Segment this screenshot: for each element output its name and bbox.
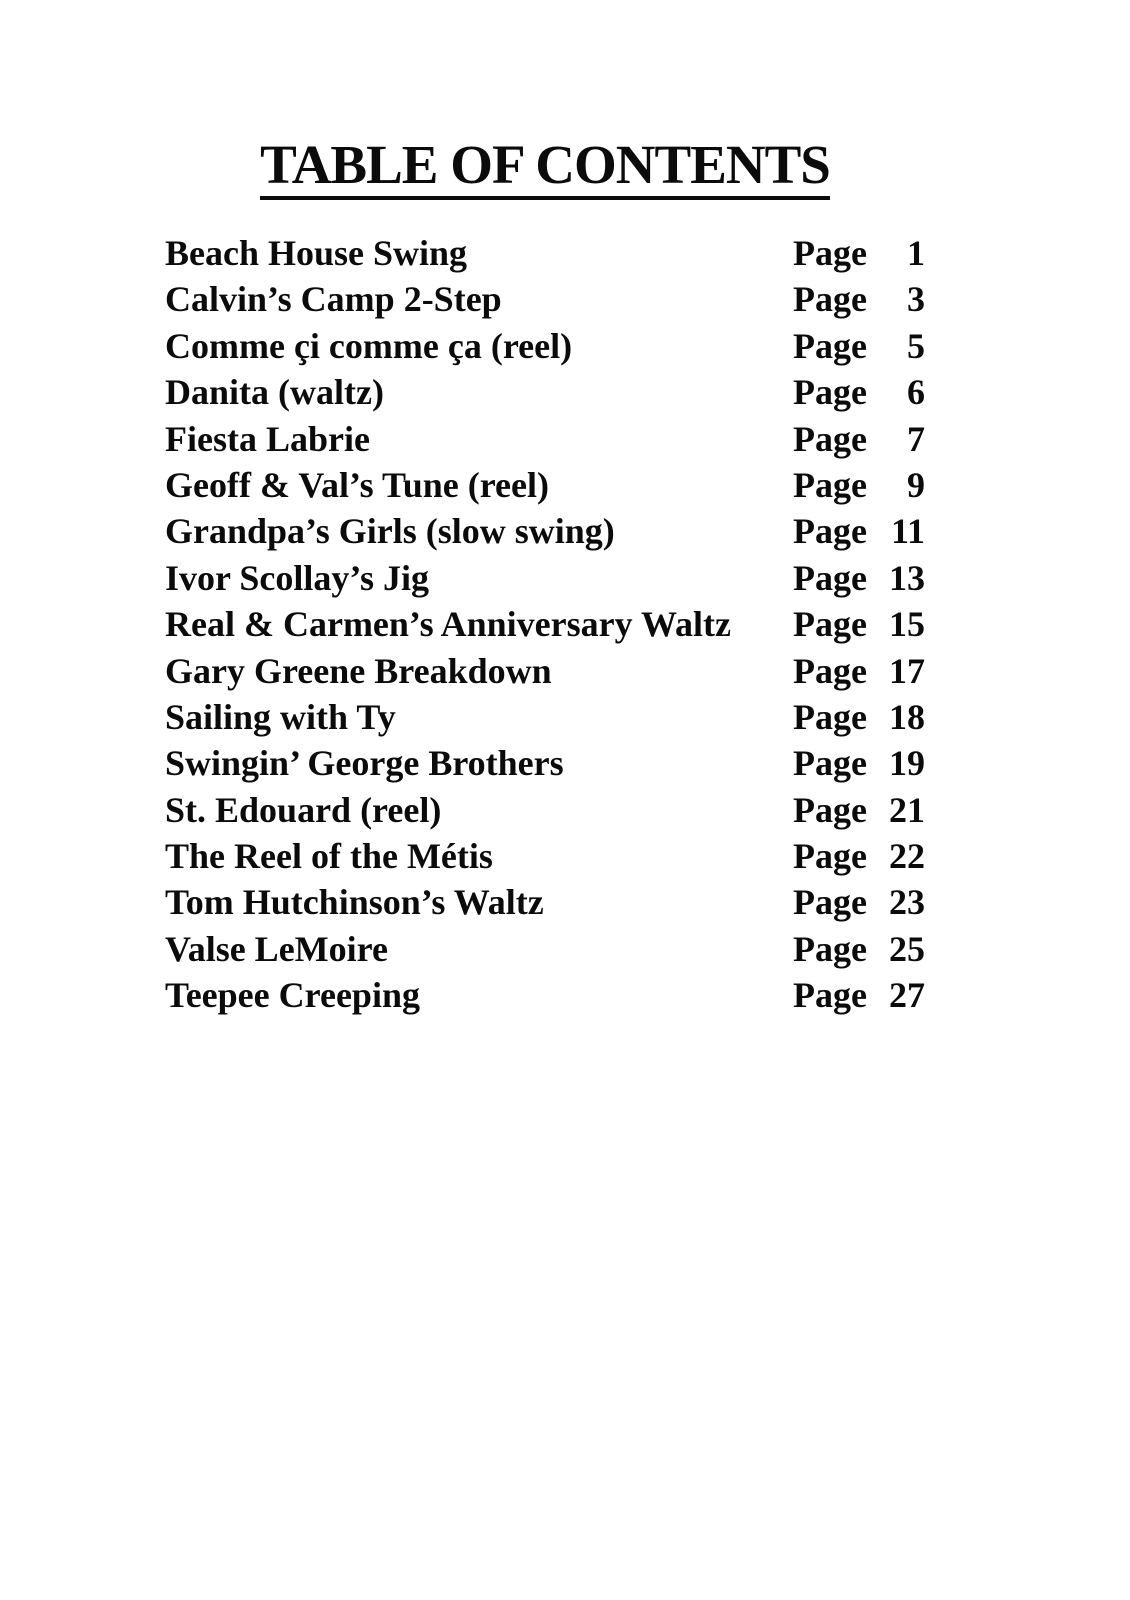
toc-entry-title: The Reel of the Métis (165, 836, 493, 877)
toc-entry-title: Geoff & Val’s Tune (reel) (165, 464, 549, 505)
toc-entry-page-label: Page (793, 789, 867, 830)
toc-entry-row (165, 462, 925, 508)
toc-entry-row (165, 787, 925, 833)
toc-entry-title: Danita (waltz) (165, 372, 384, 413)
toc-entry-page-number: 9 (907, 464, 925, 505)
toc-entry-title: Comme çi comme ça (reel) (165, 325, 573, 366)
toc-entry-page-number: 27 (889, 975, 925, 1016)
toc-entry-row (165, 276, 925, 322)
toc-entry-row (165, 833, 925, 879)
toc-entry-page-number: 3 (907, 279, 925, 320)
toc-entry-page-number: 11 (890, 511, 925, 552)
toc-list (165, 230, 925, 1019)
toc-entry-page-number: 23 (889, 882, 925, 923)
toc-entry-page-label: Page (793, 279, 867, 320)
toc-entry-page-number: 6 (907, 372, 925, 413)
toc-entry-row (165, 323, 925, 369)
toc-entry-title: Ivor Scollay’s Jig (165, 557, 430, 598)
toc-entry-page-label: Page (793, 511, 867, 552)
toc-entry-row (165, 972, 925, 1018)
toc-entry-row (165, 230, 925, 276)
toc-entry-page-label: Page (793, 696, 867, 737)
toc-entry-title: Calvin’s Camp 2-Step (165, 279, 502, 320)
toc-entry-page-label: Page (793, 604, 867, 645)
toc-entry-page-label: Page (793, 557, 867, 598)
toc-entry-row (165, 926, 925, 972)
toc-entry-page-label: Page (793, 233, 867, 273)
toc-entry-page-label: Page (793, 882, 867, 923)
toc-content (165, 0, 925, 1019)
toc-entry-page-number: 5 (907, 325, 925, 366)
toc-entry-title: Swingin’ George Brothers (165, 743, 564, 784)
toc-entry-page-number: 21 (889, 789, 925, 830)
toc-entry-title: Sailing with Ty (165, 696, 396, 737)
toc-entry-title: Tom Hutchinson’s Waltz (165, 882, 544, 923)
toc-entry-page-label: Page (793, 464, 867, 505)
toc-entry-row (165, 740, 925, 786)
toc-entry-title: Teepee Creeping (165, 975, 420, 1016)
toc-entry-page-label: Page (793, 325, 867, 366)
toc-entry-page-number: 13 (889, 557, 925, 598)
toc-entry-page-number: 18 (889, 696, 925, 737)
toc-entry-title: Valse LeMoire (165, 928, 388, 969)
toc-entry-page-number: 1 (907, 233, 925, 273)
page-title (165, 134, 925, 200)
toc-entry-row (165, 508, 925, 554)
toc-entry-title: Grandpa’s Girls (slow swing) (165, 511, 615, 552)
toc-entry-title: Real & Carmen’s Anniversary Waltz (165, 604, 731, 645)
toc-entry-row (165, 369, 925, 415)
toc-entry-page-label: Page (793, 650, 867, 691)
toc-entry-page-number: 19 (889, 743, 925, 784)
toc-entry-row (165, 648, 925, 694)
toc-entry-title: St. Edouard (reel) (165, 789, 442, 830)
toc-entry-page-label: Page (793, 743, 867, 784)
toc-entry-page-label: Page (793, 928, 867, 969)
toc-entry-page-label: Page (793, 418, 867, 459)
toc-entry-page-number: 15 (889, 604, 925, 645)
toc-entry-title: Fiesta Labrie (165, 418, 370, 459)
toc-entry-page-label: Page (793, 372, 867, 413)
toc-entry-page-number: 7 (907, 418, 925, 459)
toc-entry-row (165, 879, 925, 925)
page-title-text: TABLE OF CONTENTS (260, 137, 830, 200)
toc-entry-title: Gary Greene Breakdown (165, 650, 552, 691)
toc-entry-row (165, 555, 925, 601)
toc-entry-page-label: Page (793, 975, 867, 1016)
toc-entry-page-number: 25 (889, 928, 925, 969)
toc-entry-page-label: Page (793, 836, 867, 877)
toc-entry-row (165, 694, 925, 740)
toc-entry-page-number: 22 (889, 836, 925, 877)
toc-entry-title: Beach House Swing (165, 233, 468, 273)
toc-entry-row (165, 416, 925, 462)
toc-entry-page-number: 17 (889, 650, 925, 691)
toc-entry-row (165, 601, 925, 647)
